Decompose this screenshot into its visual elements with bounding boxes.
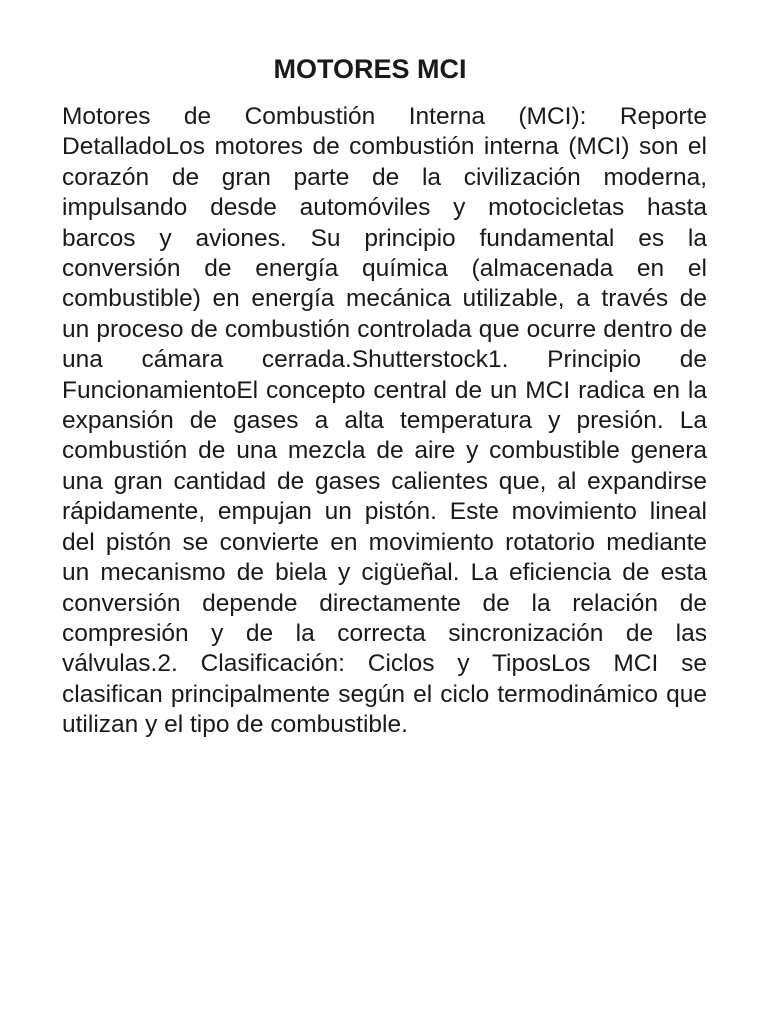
document-body: Motores de Combustión Interna (MCI): Reporte DetalladoLos motores de combustión interna (MCI) son el corazón de gran parte de la civilización moderna, impulsando desde automóviles y motocicletas hasta barcos y aviones. Su principio fundamental es la conversión de energía química (almacenada en el combustible) en energía mecánica utilizable, a través de un proceso de combustión controlada que ocurre dentro de una cámara cerrada.Shutterstock1. Principio de FuncionamientoEl concepto central de un MCI radica en la expansión de gases a alta temperatura y presión. La combustión de una mezcla de aire y combustible genera una gran cantidad de gases calientes que, al expandirse rápidamente, empujan un pistón. Este movimiento lineal del pistón se convierte en movimiento rotatorio mediante un mecanismo de biela y cigüeñal. La eficiencia de esta conversión depende directamente de la relación de compresión y de la correcta sincronización de las válvulas.2. Clasificación: Ciclos y TiposLos MCI se clasifican principalmente según el ciclo termodinámico que utilizan y el tipo de combustible. xyxy=(62,103,707,739)
document-title: MOTORES MCI xyxy=(273,54,467,84)
